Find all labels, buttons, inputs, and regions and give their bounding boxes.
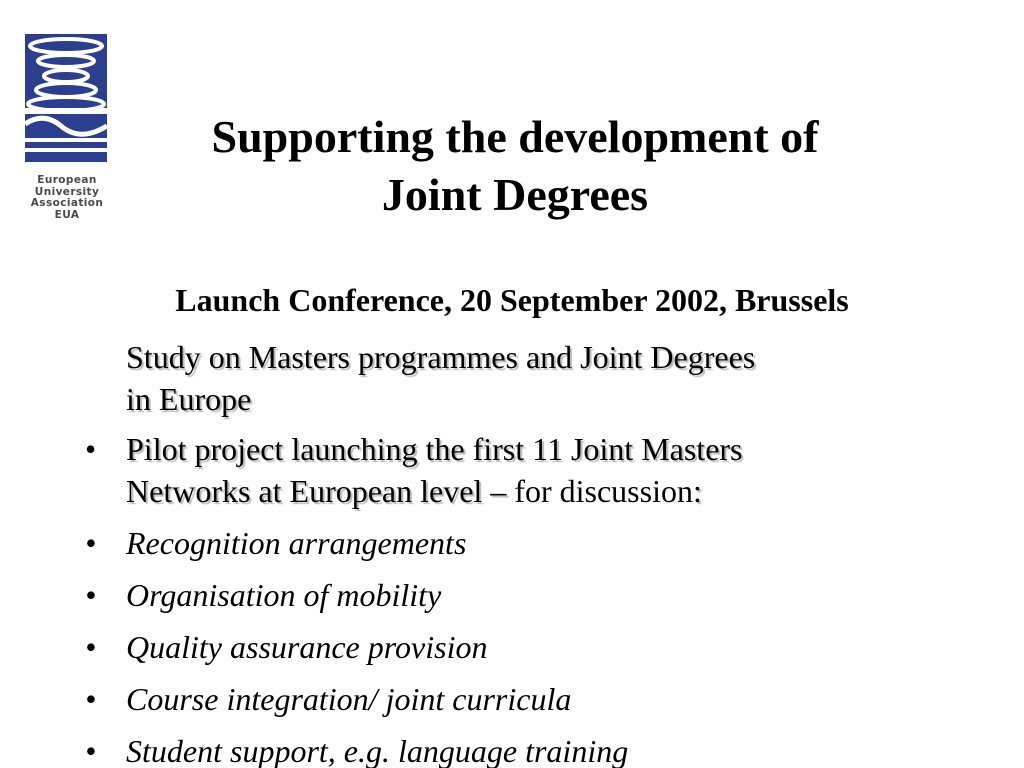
bullet-item-pilot-project: [0, 428, 926, 512]
slide-body: [0, 336, 1024, 768]
slide-subtitle: Launch Conference, 20 September 2002, Brussels: [175, 282, 849, 318]
logo-line-eua: EUA: [54, 208, 80, 221]
topic-text: Recognition arrangements: [126, 525, 467, 561]
bullet-icon: •: [85, 681, 97, 717]
pilot-line-2-highlight: Networks at European level –: [126, 473, 507, 509]
topic-text: Quality assurance provision: [126, 629, 488, 665]
intro-line-2: in Europe: [126, 381, 252, 417]
bullet-icon: •: [85, 577, 97, 613]
eua-logo: [25, 34, 109, 221]
eua-logo-mark-icon: [25, 34, 107, 162]
eua-logo-text: [25, 175, 109, 221]
bullet-icon: •: [85, 525, 97, 561]
intro-paragraph: [0, 336, 926, 420]
topic-text: Course integration/ joint curricula: [126, 681, 572, 717]
bullet-icon: •: [85, 629, 97, 665]
intro-line-1: Study on Masters programmes and Joint Degrees: [126, 339, 756, 375]
bullet-item-topic: [0, 678, 926, 720]
slide-title: [120, 108, 910, 224]
bullet-item-topic: [0, 626, 926, 668]
bullet-icon: •: [85, 431, 97, 467]
pilot-line-2: [126, 470, 926, 512]
logo-line-european: European: [37, 174, 97, 186]
title-line-2: Joint Degrees: [381, 169, 649, 220]
logo-line-association: Association: [30, 197, 104, 209]
bullet-item-topic: [0, 574, 926, 616]
bullet-icon: •: [85, 733, 97, 768]
logo-line-university: University: [34, 185, 100, 198]
title-line-1: Supporting the development of: [211, 111, 819, 162]
pilot-line-2-plain: for discussion: [506, 473, 693, 509]
pilot-line-2-colon: :: [692, 473, 702, 509]
topic-text: Student support, e.g. language training: [126, 733, 629, 768]
topic-text: Organisation of mobility: [126, 577, 442, 613]
pilot-line-1: Pilot project launching the first 11 Joint Masters: [126, 431, 743, 467]
bullet-item-topic: [0, 730, 926, 768]
bullet-item-topic: [0, 522, 926, 564]
